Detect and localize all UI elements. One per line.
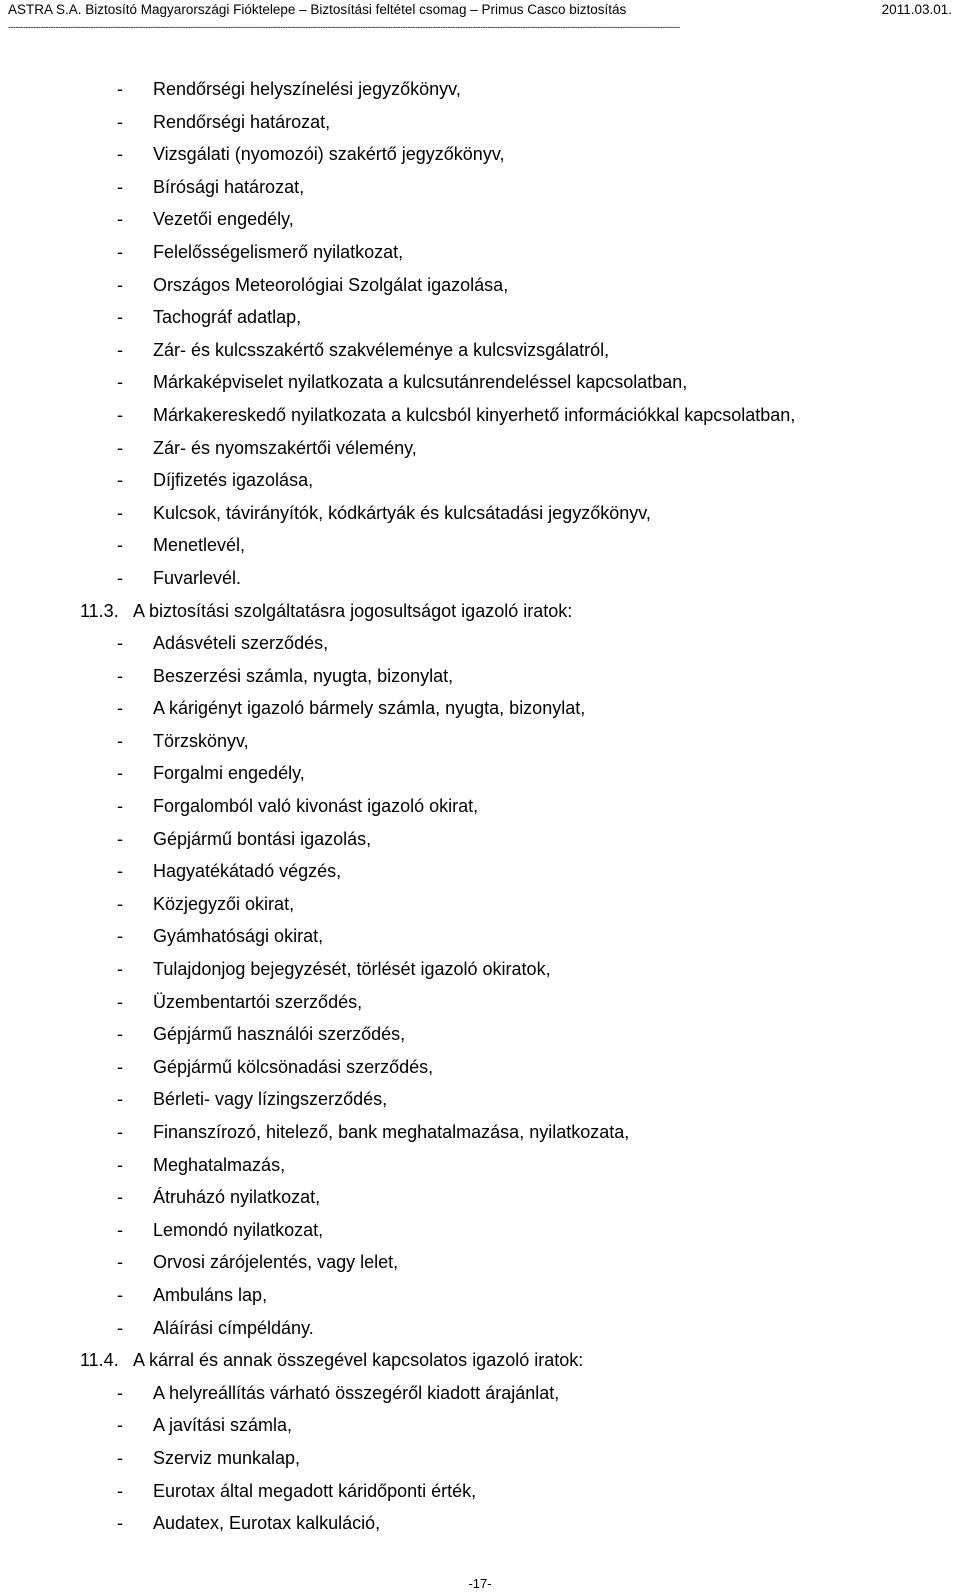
list-item <box>0 725 960 758</box>
list-item <box>0 1409 960 1442</box>
list-item <box>0 1279 960 1312</box>
list-bullet-dash: - <box>117 1480 123 1501</box>
list-bullet-dash: - <box>117 633 123 654</box>
list-bullet-dash: - <box>117 763 123 784</box>
list-item <box>0 757 960 790</box>
list-item-text: Átruházó nyilatkozat, <box>153 1187 321 1208</box>
list-bullet-dash: - <box>117 111 123 132</box>
list-item-text: Ambuláns lap, <box>153 1284 268 1305</box>
list-item-text: Tulajdonjog bejegyzését, törlését igazoló okiratok, <box>153 959 551 980</box>
list-item-text: Gépjármű bontási igazolás, <box>153 828 372 849</box>
list-item <box>0 855 960 888</box>
list-item <box>0 1149 960 1182</box>
list-item <box>0 399 960 432</box>
list-item <box>0 1442 960 1475</box>
list-item <box>0 1018 960 1051</box>
page-header <box>8 0 952 20</box>
list-item-text: Tachográf adatlap, <box>153 307 302 328</box>
list-bullet-dash: - <box>117 144 123 165</box>
list-item <box>0 1377 960 1410</box>
header-rule: ----------------------------------------------------------------------------------------------------------------------------------------------------------------------------------------------------------------------------------------------------------------------------- <box>8 22 680 32</box>
section-number: 11.3. <box>80 600 119 621</box>
list-bullet-dash: - <box>117 535 123 556</box>
list-item-text: Felelősségelismerő nyilatkozat, <box>153 241 404 262</box>
list-bullet-dash: - <box>117 241 123 262</box>
list-bullet-dash: - <box>117 176 123 197</box>
list-item-text: Orvosi zárójelentés, vagy lelet, <box>153 1252 399 1273</box>
list-item-text: Bírósági határozat, <box>153 176 305 197</box>
list-item <box>0 497 960 530</box>
list-bullet-dash: - <box>117 665 123 686</box>
list-bullet-dash: - <box>117 339 123 360</box>
list-item-text: Vizsgálati (nyomozói) szakértő jegyzőkönyv, <box>153 144 505 165</box>
list-item <box>0 823 960 856</box>
list-item <box>0 920 960 953</box>
list-item <box>0 106 960 139</box>
list-bullet-dash: - <box>117 991 123 1012</box>
list-item-text: Audatex, Eurotax kalkuláció, <box>153 1513 381 1534</box>
list-bullet-dash: - <box>117 730 123 751</box>
list-item-text: Díjfizetés igazolása, <box>153 470 314 491</box>
list-item <box>0 660 960 693</box>
list-bullet-dash: - <box>117 1056 123 1077</box>
list-item-text: Gyámhatósági okirat, <box>153 926 324 947</box>
list-bullet-dash: - <box>117 372 123 393</box>
list-item-text: A kárigényt igazoló bármely számla, nyugta, bizonylat, <box>153 698 586 719</box>
list-bullet-dash: - <box>117 1154 123 1175</box>
list-item-text: Vezetői engedély, <box>153 209 294 230</box>
list-bullet-dash: - <box>117 1317 123 1338</box>
list-item-text: Márkakereskedő nyilatkozata a kulcsból kinyerhető információkkal kapcsolatban, <box>153 404 796 425</box>
list-bullet-dash: - <box>117 567 123 588</box>
list-item <box>0 138 960 171</box>
list-item <box>0 1181 960 1214</box>
list-bullet-dash: - <box>117 470 123 491</box>
list-item-text: Közjegyzői okirat, <box>153 893 295 914</box>
list-item <box>0 171 960 204</box>
list-bullet-dash: - <box>117 307 123 328</box>
list-bullet-dash: - <box>117 1415 123 1436</box>
list-item <box>0 1246 960 1279</box>
list-item-text: Adásvételi szerződés, <box>153 633 329 654</box>
list-item <box>0 790 960 823</box>
list-item <box>0 986 960 1019</box>
list-bullet-dash: - <box>117 828 123 849</box>
list-bullet-dash: - <box>117 1382 123 1403</box>
list-item <box>0 1214 960 1247</box>
list-item <box>0 1083 960 1116</box>
list-bullet-dash: - <box>117 1447 123 1468</box>
list-item-text: Zár- és nyomszakértői vélemény, <box>153 437 417 458</box>
list-item-text: Finanszírozó, hitelező, bank meghatalmazása, nyilatkozata, <box>153 1122 630 1142</box>
list-bullet-dash: - <box>117 404 123 425</box>
list-item-text: A javítási számla, <box>153 1415 293 1436</box>
list-item-text: Rendőrségi határozat, <box>153 111 331 132</box>
list-bullet-dash: - <box>117 1089 123 1110</box>
list-item-text: Üzembentartói szerződés, <box>153 991 363 1012</box>
list-item <box>0 1312 960 1345</box>
list-bullet-dash: - <box>117 502 123 523</box>
list-item <box>0 692 960 725</box>
list-bullet-dash: - <box>117 1219 123 1240</box>
list-item <box>0 301 960 334</box>
list-item-text: Országos Meteorológiai Szolgálat igazolása, <box>153 274 509 295</box>
list-bullet-dash: - <box>117 1284 123 1305</box>
list-item-text: Kulcsok, távirányítók, kódkártyák és kulcsátadási jegyzőkönyv, <box>153 502 651 523</box>
section-number: 11.4. <box>80 1350 119 1371</box>
list-item <box>0 627 960 660</box>
list-item-text: Aláírási címpéldány. <box>153 1317 314 1338</box>
list-item <box>0 529 960 562</box>
section-title: A biztosítási szolgáltatásra jogosultságot igazoló iratok: <box>133 600 573 621</box>
list-bullet-dash: - <box>117 796 123 817</box>
list-item <box>0 1116 960 1149</box>
list-bullet-dash: - <box>117 1187 123 1208</box>
list-item-text: Lemondó nyilatkozat, <box>153 1219 324 1240</box>
list-item <box>0 953 960 986</box>
list-item-text: Zár- és kulcsszakértő szakvéleménye a kulcsvizsgálatról, <box>153 339 610 360</box>
list-bullet-dash: - <box>117 698 123 719</box>
list-item-text: A helyreállítás várható összegéről kiadott árajánlat, <box>153 1382 560 1403</box>
list-item-text: Fuvarlevél. <box>153 567 242 588</box>
list-bullet-dash: - <box>117 1252 123 1273</box>
section-heading <box>0 1344 960 1377</box>
list-item-text: Szerviz munkalap, <box>153 1447 301 1468</box>
list-item-text: Meghatalmazás, <box>153 1154 286 1175</box>
list-item <box>0 1051 960 1084</box>
list-bullet-dash: - <box>117 893 123 914</box>
list-item <box>0 203 960 236</box>
list-bullet-dash: - <box>117 79 123 99</box>
section-heading <box>0 595 960 628</box>
list-item <box>0 464 960 497</box>
list-item-text: Márkaképviselet nyilatkozata a kulcsutánrendeléssel kapcsolatban, <box>153 372 688 393</box>
list-bullet-dash: - <box>117 959 123 980</box>
list-item-text: Gépjármű használói szerződés, <box>153 1024 406 1045</box>
list-item-text: Forgalomból való kivonást igazoló okirat, <box>153 796 479 817</box>
list-item <box>0 432 960 465</box>
list-bullet-dash: - <box>117 861 123 882</box>
list-item-text: Menetlevél, <box>153 535 246 556</box>
document-body <box>0 73 960 1540</box>
list-bullet-dash: - <box>117 274 123 295</box>
list-item <box>0 269 960 302</box>
list-item-text: Hagyatékátadó végzés, <box>153 861 342 882</box>
list-item-text: Gépjármű kölcsönadási szerződés, <box>153 1056 434 1077</box>
list-bullet-dash: - <box>117 1513 123 1534</box>
list-item <box>0 334 960 367</box>
list-item-text: Forgalmi engedély, <box>153 763 305 784</box>
header-title: ASTRA S.A. Biztosító Magyarországi Fióktelepe – Biztosítási feltétel csomag – Primus Casco biztosítás <box>8 2 627 17</box>
list-item-text: Beszerzési számla, nyugta, bizonylat, <box>153 665 454 686</box>
header-date: 2011.03.01. <box>881 2 952 17</box>
list-item-text: Rendőrségi helyszínelési jegyzőkönyv, <box>153 79 461 99</box>
list-bullet-dash: - <box>117 1024 123 1045</box>
list-bullet-dash: - <box>117 437 123 458</box>
list-item-text: Bérleti- vagy lízingszerződés, <box>153 1089 388 1110</box>
list-item-text: Eurotax által megadott káridőponti érték, <box>153 1480 477 1501</box>
list-item <box>0 1507 960 1540</box>
page-number: -17- <box>468 1576 492 1591</box>
section-title: A kárral és annak összegével kapcsolatos igazoló iratok: <box>133 1350 584 1371</box>
list-bullet-dash: - <box>117 1122 123 1142</box>
list-item <box>0 236 960 269</box>
list-item-text: Törzskönyv, <box>153 730 249 751</box>
list-item <box>0 366 960 399</box>
list-item <box>0 73 960 106</box>
list-item <box>0 1475 960 1508</box>
list-bullet-dash: - <box>117 209 123 230</box>
list-item <box>0 888 960 921</box>
list-bullet-dash: - <box>117 926 123 947</box>
list-item <box>0 562 960 595</box>
